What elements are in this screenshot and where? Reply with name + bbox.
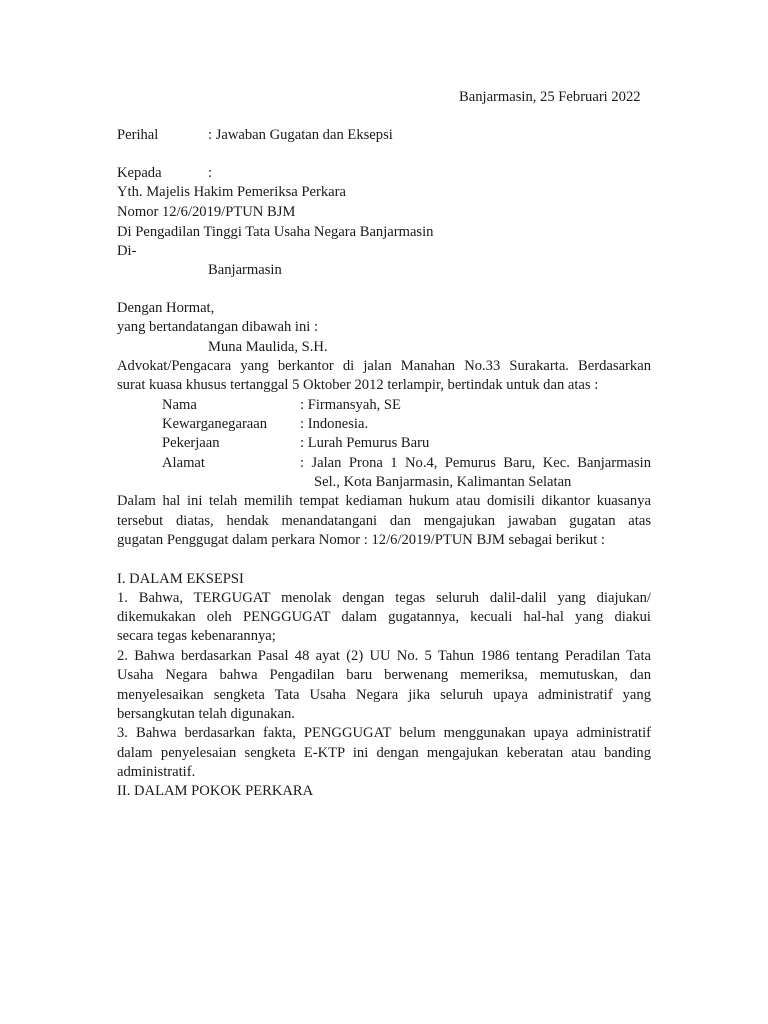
place-date: Banjarmasin, 25 Februari 2022 bbox=[459, 89, 641, 105]
eksepsi-item-1-cont: secara tegas kebenarannya; bbox=[117, 628, 276, 644]
perihal-value: : Jawaban Gugatan dan Eksepsi bbox=[208, 127, 393, 143]
paragraph-line: gugatan Penggugat dalam perkara Nomor : 12/6/2019/PTUN BJM sebagai berikut : bbox=[117, 532, 605, 548]
kepada-label: Kepada bbox=[117, 165, 162, 181]
paragraph-line: tersebut diatas, hendak menandatangani dan mengajukan jawaban gugatan atas bbox=[117, 513, 651, 529]
client-pekerjaan-value: : Lurah Pemurus Baru bbox=[300, 435, 430, 451]
lawyer-name: Muna Maulida, S.H. bbox=[208, 339, 328, 355]
paragraph-line: surat kuasa khusus tertanggal 5 Oktober 2012 terlampir, bertindak untuk dan atas : bbox=[117, 377, 599, 393]
client-kewarganegaraan-label: Kewarganegaraan bbox=[162, 416, 268, 432]
client-pekerjaan-label: Pekerjaan bbox=[162, 435, 220, 451]
eksepsi-item-3-cont: administratif. bbox=[117, 764, 196, 780]
paragraph-line: Dalam hal ini telah memilih tempat kediaman hukum atau domisili dikantor kuasanya bbox=[117, 493, 651, 509]
client-kewarganegaraan-value: : Indonesia. bbox=[300, 416, 369, 432]
kepada-colon: : bbox=[208, 165, 213, 181]
eksepsi-item-3: 3. Bahwa berdasarkan fakta, PENGGUGAT belum menggunakan upaya administratif bbox=[117, 725, 651, 741]
eksepsi-item-1-cont: dikemukakan oleh PENGGUGAT dalam gugatannya, kecuali hal-hal yang diakui bbox=[117, 609, 651, 625]
perihal-label: Perihal bbox=[117, 127, 159, 143]
salutation: Dengan Hormat, bbox=[117, 300, 215, 316]
paragraph-line: Advokat/Pengacara yang berkantor di jalan Manahan No.33 Surakarta. Berdasarkan bbox=[117, 358, 651, 374]
eksepsi-item-2-cont: Usaha Negara bahwa Pengadilan baru berwenang memeriksa, memutuskan, dan bbox=[117, 667, 651, 683]
eksepsi-item-3-cont: dalam penyelesaian sengketa E-KTP ini dengan mengajukan keberatan atau banding bbox=[117, 745, 651, 761]
eksepsi-item-1: 1. Bahwa, TERGUGAT menolak dengan tegas seluruh dalil-dalil yang diajukan/ bbox=[117, 590, 651, 606]
intro-line: yang bertandatangan dibawah ini : bbox=[117, 319, 318, 335]
di-line: Di- bbox=[117, 243, 137, 259]
section-heading-eksepsi: I. DALAM EKSEPSI bbox=[117, 571, 244, 587]
client-alamat-value-cont: Sel., Kota Banjarmasin, Kalimantan Selatan bbox=[314, 474, 572, 490]
client-nama-label: Nama bbox=[162, 397, 197, 413]
court-line: Di Pengadilan Tinggi Tata Usaha Negara Banjarmasin bbox=[117, 224, 434, 240]
eksepsi-item-2-cont: bersangkutan telah digunakan. bbox=[117, 706, 295, 722]
case-number-line: Nomor 12/6/2019/PTUN BJM bbox=[117, 204, 296, 220]
section-heading-pokok-perkara: II. DALAM POKOK PERKARA bbox=[117, 783, 314, 799]
client-alamat-value: : Jalan Prona 1 No.4, Pemurus Baru, Kec. Banjarmasin bbox=[300, 455, 651, 471]
city-line: Banjarmasin bbox=[208, 262, 282, 278]
eksepsi-item-2: 2. Bahwa berdasarkan Pasal 48 ayat (2) UU No. 5 Tahun 1986 tentang Peradilan Tata bbox=[117, 648, 651, 664]
eksepsi-item-2-cont: menyelesaikan sengketa Tata Usaha Negara jika seluruh upaya administratif yang bbox=[117, 687, 651, 703]
client-nama-value: : Firmansyah, SE bbox=[300, 397, 401, 413]
recipient-line: Yth. Majelis Hakim Pemeriksa Perkara bbox=[117, 184, 346, 200]
client-alamat-label: Alamat bbox=[162, 455, 205, 471]
